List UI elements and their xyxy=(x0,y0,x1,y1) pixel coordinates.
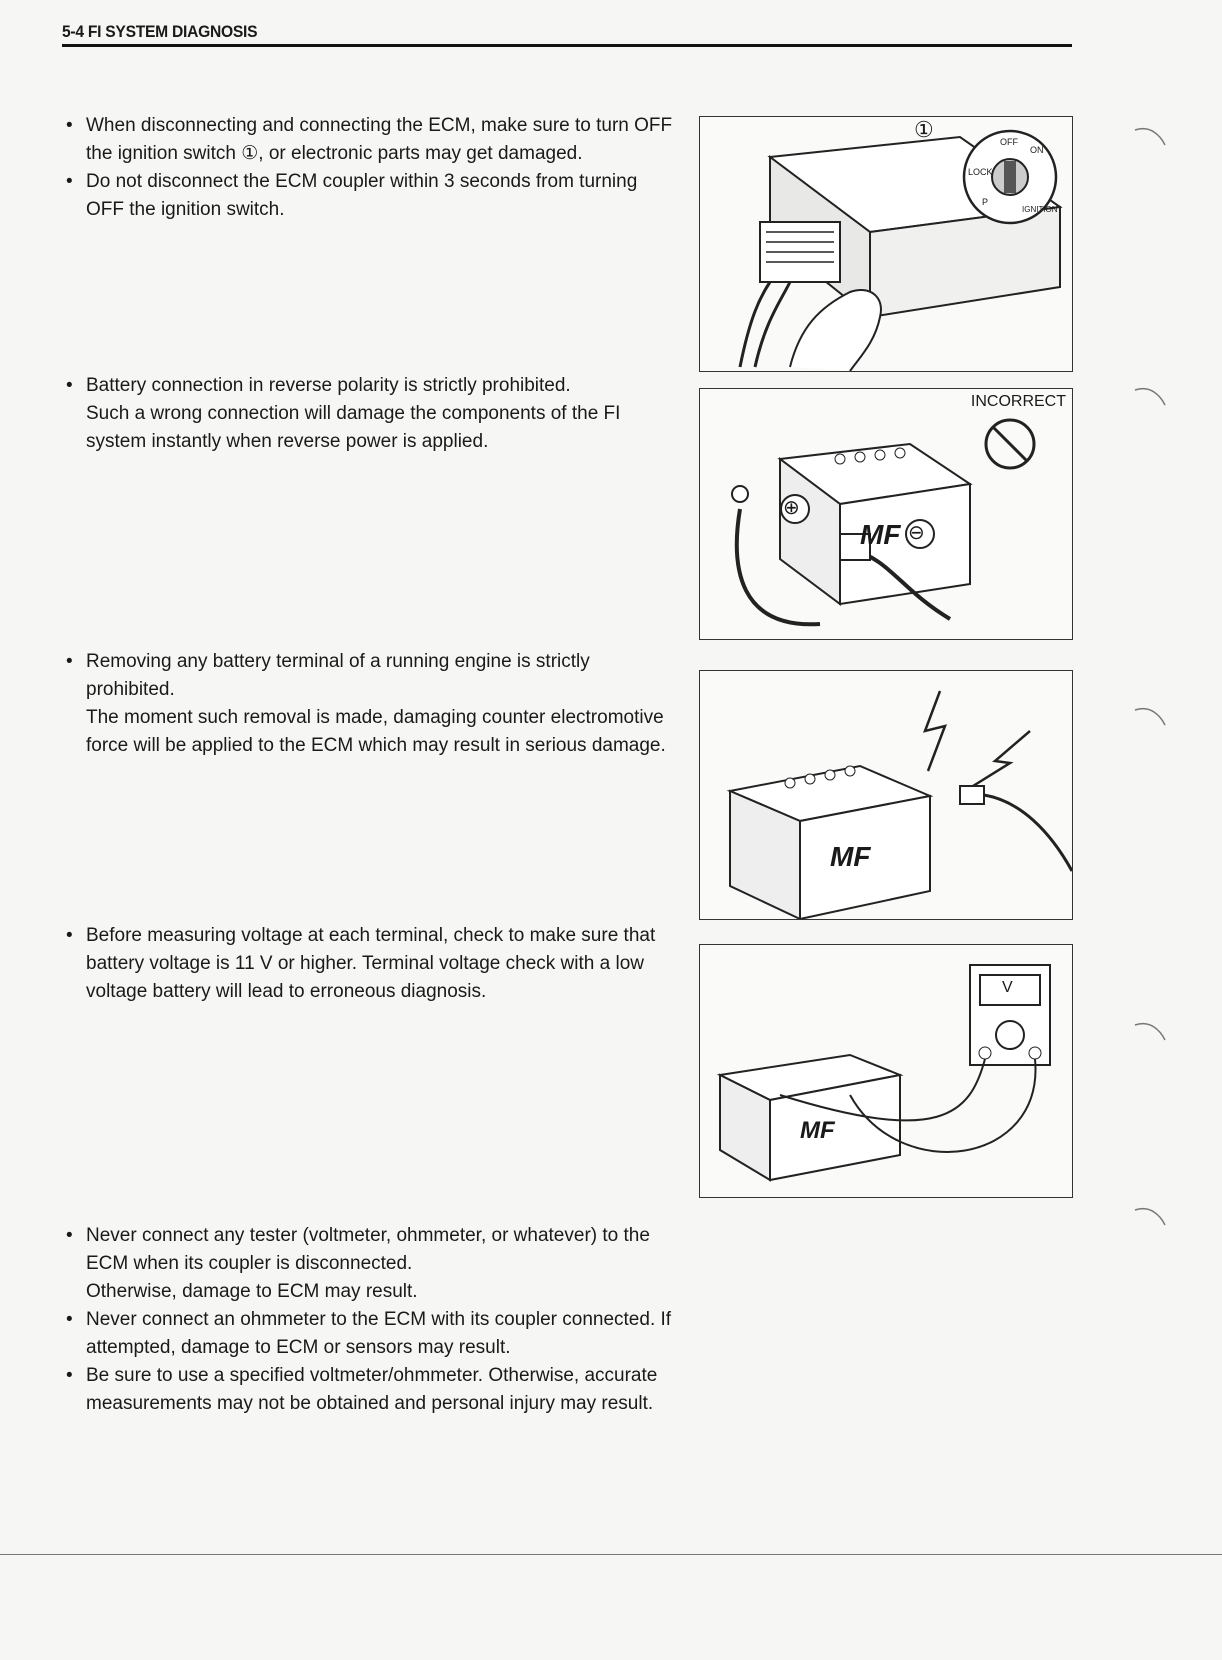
figure-terminal-removal xyxy=(699,670,1073,920)
bullet-text: Be sure to use a specified voltmeter/ohmmeter. Otherwise, accurate measurements may not be obtained and personal injury may result. xyxy=(86,1365,658,1414)
caution-block-2 xyxy=(62,372,677,456)
terminal-removal-illustration xyxy=(700,671,1072,919)
bullet-item xyxy=(62,1362,677,1418)
battery-label: MF xyxy=(860,519,901,550)
meter-label: V xyxy=(1002,979,1013,996)
header-rule xyxy=(62,44,1072,47)
caution-block-5 xyxy=(62,1222,677,1418)
dial-label-p: P xyxy=(982,197,989,207)
bullet-text: When disconnecting and connecting the ECM, make sure to turn OFF the ignition switch ①, or electronic parts may get damaged. xyxy=(86,115,673,164)
bullet-dot: • xyxy=(66,925,73,946)
bullet-text: Before measuring voltage at each terminal, check to make sure that battery voltage is 11 V or higher. Terminal voltage check with a low voltage battery will lead to erroneous diagnosis. xyxy=(86,925,656,1002)
bullet-text: Do not disconnect the ECM coupler within 3 seconds from turning OFF the ignition switch. xyxy=(86,171,638,220)
bullet-dot: • xyxy=(66,651,73,672)
bullet-item xyxy=(62,922,677,1006)
dial-label-off: OFF xyxy=(1000,137,1018,147)
incorrect-caption: INCORRECT xyxy=(970,393,1066,410)
caution-block-1 xyxy=(62,112,677,224)
bullet-item xyxy=(62,1222,677,1306)
battery-label: MF xyxy=(800,1117,835,1144)
dial-label-ignition: IGNITION xyxy=(1022,205,1058,214)
reverse-battery-illustration xyxy=(700,389,1072,639)
battery-label: MF xyxy=(830,841,871,872)
bullet-dot: • xyxy=(66,375,73,396)
bullet-text: Never connect an ohmmeter to the ECM with its coupler connected. If attempted, damage to ECM or sensors may result. xyxy=(86,1309,672,1358)
bullet-item xyxy=(62,168,677,224)
ecm-coupler-illustration xyxy=(700,117,1072,371)
caution-block-4 xyxy=(62,922,677,1006)
footer-rule xyxy=(0,1554,1222,1555)
bullet-dot: • xyxy=(66,1309,73,1330)
scan-edge-marks xyxy=(1130,120,1170,1240)
bullet-text: Never connect any tester (voltmeter, ohmmeter, or whatever) to the ECM when its coupler is disconnected. Otherwise, damage to ECM may result. xyxy=(86,1225,650,1302)
bullet-dot: • xyxy=(66,1225,73,1246)
voltmeter-illustration xyxy=(700,945,1072,1197)
callout-number: ① xyxy=(914,117,934,142)
plus-terminal-symbol: ⊕ xyxy=(783,497,800,519)
bullet-item xyxy=(62,648,677,760)
dial-label-lock: LOCK xyxy=(968,167,993,177)
bullet-text: Removing any battery terminal of a running engine is strictly prohibited. The moment such removal is made, damaging counter electromotive force will be applied to the ECM which may result in serious damage. xyxy=(86,651,666,756)
figure-voltmeter-check xyxy=(699,944,1073,1198)
figure-ignition-ecm xyxy=(699,116,1073,372)
page-header xyxy=(62,22,1072,42)
figure-reverse-polarity xyxy=(699,388,1073,640)
bullet-text: Battery connection in reverse polarity is strictly prohibited. Such a wrong connection will damage the components of the FI system instantly when reverse power is applied. xyxy=(86,375,621,452)
bullet-item xyxy=(62,1306,677,1362)
page-title: 5-4 FI SYSTEM DIAGNOSIS xyxy=(62,22,258,41)
caution-block-3 xyxy=(62,648,677,760)
bullet-dot: • xyxy=(66,115,73,136)
dial-label-on: ON xyxy=(1030,145,1044,155)
minus-terminal-symbol: ⊖ xyxy=(908,522,925,544)
bullet-item xyxy=(62,372,677,456)
bullet-item xyxy=(62,112,677,168)
bullet-dot: • xyxy=(66,1365,73,1386)
bullet-dot: • xyxy=(66,171,73,192)
